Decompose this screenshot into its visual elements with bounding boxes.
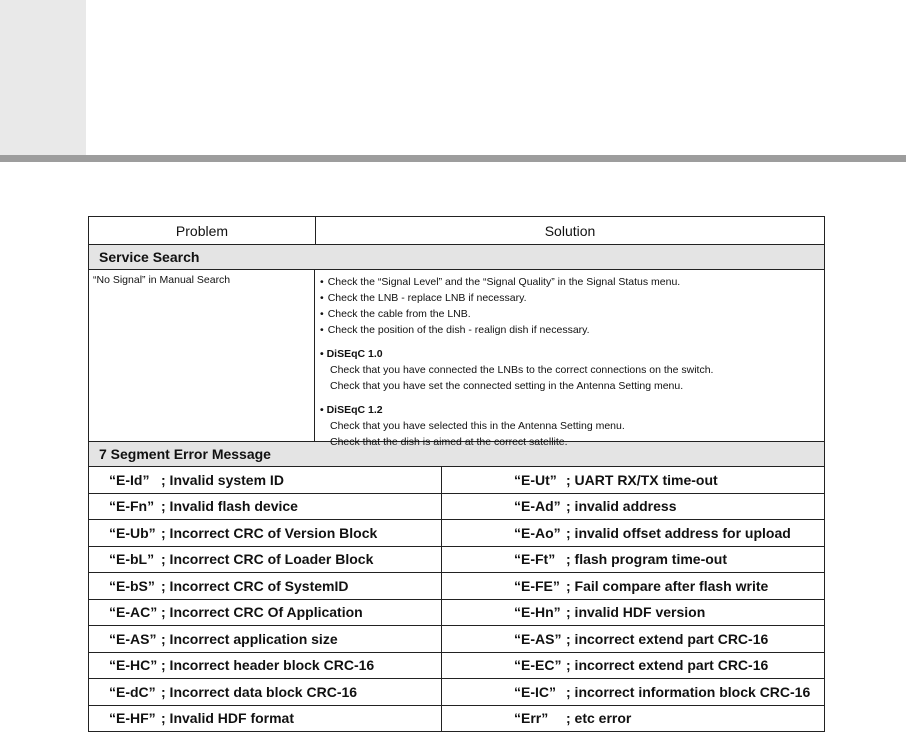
troubleshooting-table <box>88 216 825 732</box>
side-tab <box>0 0 86 155</box>
error-desc: ; Invalid system ID <box>161 471 284 488</box>
problem-cell: “No Signal” in Manual Search <box>89 270 315 441</box>
table-row <box>89 653 824 680</box>
diseqc10-title: • DiSEqC 1.0 <box>320 348 383 360</box>
section-service-search: Service Search <box>89 245 824 270</box>
diseqc12-line: Check that the dish is aimed at the correct satellite. <box>330 436 568 448</box>
diseqc10-line: Check that you have connected the LNBs to the correct connections on the switch. <box>330 364 714 376</box>
table-row <box>89 270 824 448</box>
error-desc: ; Incorrect header block CRC-16 <box>161 657 375 674</box>
error-code: “E-Id” <box>109 471 150 488</box>
solution-cell <box>315 270 824 448</box>
table-row <box>89 626 824 653</box>
error-code: “E-HC” <box>109 657 158 674</box>
table-row <box>89 520 824 547</box>
diseqc12-title: • DiSEqC 1.2 <box>320 404 383 416</box>
error-desc: ; invalid offset address for upload <box>566 524 791 541</box>
error-code: “E-dC” <box>109 683 156 700</box>
error-desc: ; Invalid flash device <box>161 498 298 515</box>
error-desc: ; etc error <box>566 710 632 727</box>
table-row <box>89 467 824 494</box>
error-desc: ; Invalid HDF format <box>161 710 295 727</box>
error-code: “E-Ub” <box>109 524 156 541</box>
error-code: “E-bS” <box>109 577 155 594</box>
error-code: “E-Hn” <box>514 604 561 621</box>
error-desc: ; Incorrect CRC Of Application <box>161 604 363 621</box>
error-rows <box>89 467 824 731</box>
error-code: “E-IC” <box>514 683 556 700</box>
error-desc: ; Incorrect application size <box>161 630 338 647</box>
diseqc12-line: Check that you have selected this in the Antenna Setting menu. <box>330 420 625 432</box>
table-row <box>89 679 824 706</box>
table-header <box>89 217 824 245</box>
error-code: “E-FE” <box>514 577 560 594</box>
solution-bullet: • Check the position of the dish - realign dish if necessary. <box>320 322 824 338</box>
solution-bullet: • Check the “Signal Level” and the “Signal Quality” in the Signal Status menu. <box>320 274 824 290</box>
error-desc: ; Incorrect CRC of SystemID <box>161 577 349 594</box>
table-row <box>89 600 824 627</box>
problem-header: Problem <box>89 217 316 244</box>
solution-header: Solution <box>544 222 596 239</box>
solution-bullet: • Check the cable from the LNB. <box>320 306 824 322</box>
error-code: “E-HF” <box>109 710 156 727</box>
header-rule <box>0 155 906 162</box>
error-desc: ; Incorrect CRC of Version Block <box>161 524 378 541</box>
table-row <box>89 494 824 521</box>
error-desc: ; UART RX/TX time-out <box>566 471 718 488</box>
error-desc: ; invalid HDF version <box>566 604 706 621</box>
table-row <box>89 573 824 600</box>
section-error-messages: 7 Segment Error Message <box>89 442 824 467</box>
error-code: “E-Fn” <box>109 498 155 515</box>
error-code: “Err” <box>514 710 549 727</box>
error-desc: ; Incorrect CRC of Loader Block <box>161 551 374 568</box>
error-code: “E-Ad” <box>514 498 561 515</box>
error-desc: ; Fail compare after flash write <box>566 577 769 594</box>
error-code: “E-bL” <box>109 551 155 568</box>
error-desc: ; flash program time-out <box>566 551 728 568</box>
table-row <box>89 706 824 732</box>
error-code: “E-Ft” <box>514 551 556 568</box>
error-desc: ; invalid address <box>566 498 677 515</box>
diseqc10-line: Check that you have set the connected setting in the Antenna Setting menu. <box>330 380 684 392</box>
error-desc: ; incorrect extend part CRC-16 <box>566 657 769 674</box>
error-desc: ; incorrect information block CRC-16 <box>566 683 811 700</box>
error-code: “E-AC” <box>109 604 158 621</box>
error-desc: ; incorrect extend part CRC-16 <box>566 630 769 647</box>
error-code: “E-Ao” <box>514 524 561 541</box>
table-row <box>89 547 824 574</box>
error-code: “E-EC” <box>514 657 562 674</box>
error-code: “E-Ut” <box>514 471 557 488</box>
error-code: “E-AS” <box>109 630 157 647</box>
error-desc: ; Incorrect data block CRC-16 <box>161 683 358 700</box>
error-code: “E-AS” <box>514 630 562 647</box>
solution-bullet: • Check the LNB - replace LNB if necessary. <box>320 290 824 306</box>
